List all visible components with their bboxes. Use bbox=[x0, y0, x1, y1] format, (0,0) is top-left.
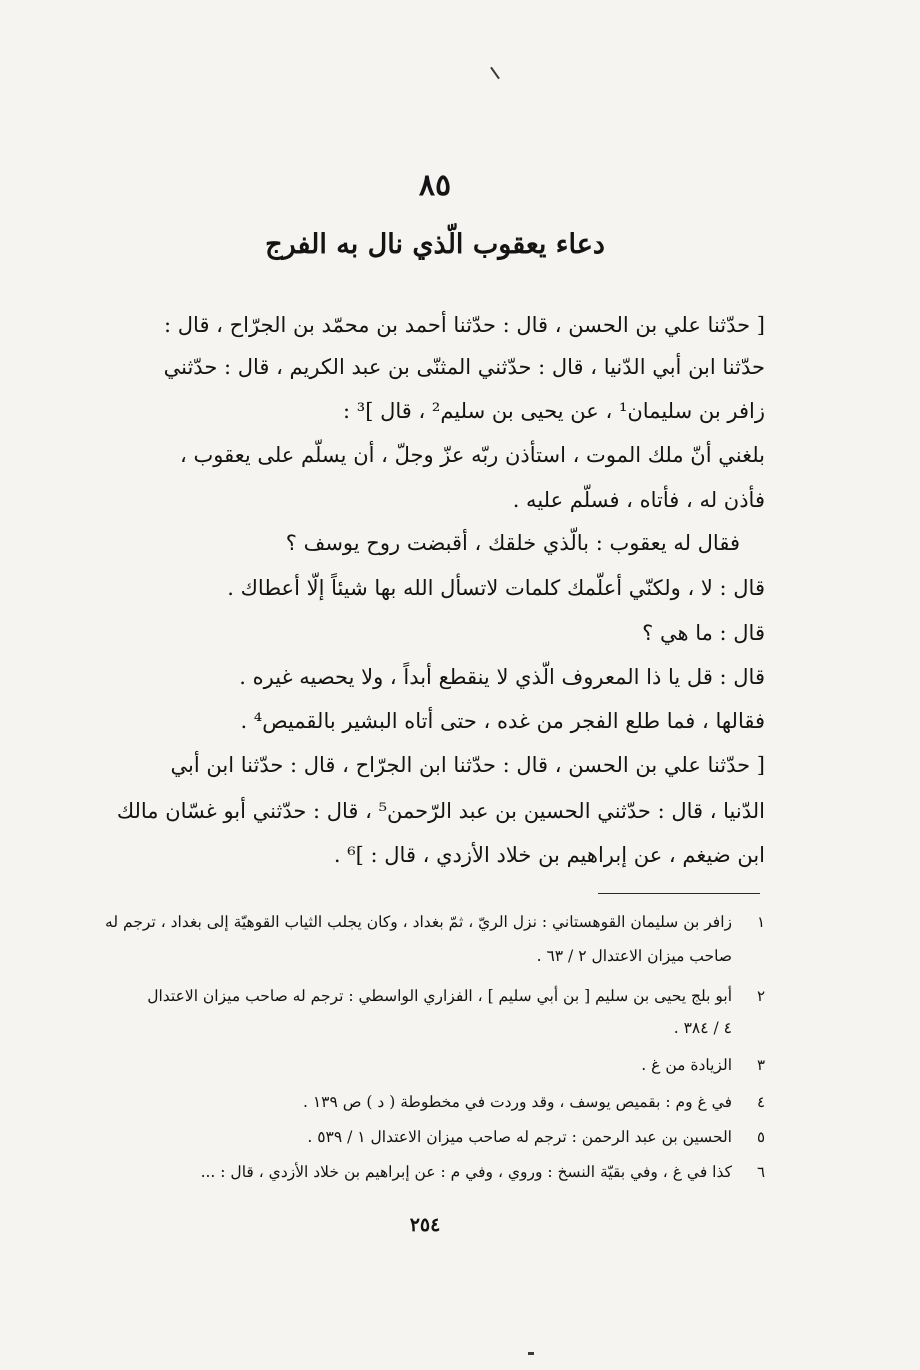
scan-mark bbox=[528, 1352, 534, 1355]
body-line: [ حدّثنا علي بن الحسن ، قال : حدّثنا أحمد بن محمّد بن الجرّاح ، قال : bbox=[164, 313, 765, 337]
body-line: زافر بن سليمان¹ ، عن يحيى بن سليم² ، قال ]³ : bbox=[343, 399, 765, 423]
body-line: قال : ما هي ؟ bbox=[642, 621, 765, 645]
footnote-text: أبو بلج يحيى بن سليم [ بن أبي سليم ] ، الفزاري الواسطي : ترجم له صاحب ميزان الاعتدال bbox=[147, 987, 732, 1005]
body-line: قال : قل يا ذا المعروف الّذي لا ينقطع أبداً ، ولا يحصيه غيره . bbox=[239, 665, 765, 689]
page-number: ٢٥٤ bbox=[409, 1214, 441, 1236]
footnote-text: ٤ / ٣٨٤ . bbox=[673, 1019, 732, 1037]
body-line: بلغني أنّ ملك الموت ، استأذن ربّه عزّ وجلّ ، أن يسلّم على يعقوب ، bbox=[180, 443, 765, 467]
footnote-text: كذا في غ ، وفي بقيّة النسخ : وروي ، وفي م : عن إبراهيم بن خلاد الأزدي ، قال : ... bbox=[200, 1163, 732, 1181]
footnote-number: ٥ bbox=[756, 1128, 765, 1146]
footnote-text: زافر بن سليمان القوهستاني : نزل الريّ ، ثمّ بغداد ، وكان يجلب الثياب القوهيّة إلى بغداد ، ترجم له bbox=[105, 913, 732, 931]
body-line: الدّنيا ، قال : حدّثني الحسين بن عبد الرّحمن⁵ ، قال : حدّثني أبو غسّان مالك bbox=[116, 799, 765, 823]
body-line: فقالها ، فما طلع الفجر من غده ، حتى أتاه البشير بالقميص⁴ . bbox=[240, 709, 765, 733]
footnote-text: الحسين بن عبد الرحمن : ترجم له صاحب ميزان الاعتدال ١ / ٥٣٩ . bbox=[307, 1128, 732, 1146]
footnote-number: ٤ bbox=[756, 1093, 765, 1111]
story-title: دعاء يعقوب الّذي نال به الفرج bbox=[265, 229, 605, 260]
body-line: فأذن له ، فأتاه ، فسلّم عليه . bbox=[512, 488, 765, 512]
body-line: حدّثنا ابن أبي الدّنيا ، قال : حدّثني المثنّى بن عبد الكريم ، قال : حدّثني bbox=[163, 355, 765, 379]
footnote-text: في غ وم : بقميص يوسف ، وقد وردت في مخطوطة ( د ) ص ١٣٩ . bbox=[302, 1093, 732, 1111]
footnote-number: ٦ bbox=[756, 1163, 765, 1181]
footnote-text: الزيادة من غ . bbox=[641, 1056, 732, 1074]
story-number: ٨٥ bbox=[418, 168, 452, 203]
body-line: قال : لا ، ولكنّي أعلّمك كلمات لاتسأل الله بها شيئاً إلّا أعطاك . bbox=[227, 576, 765, 600]
body-line: فقال له يعقوب : بالّذي خلقك ، أقبضت روح يوسف ؟ bbox=[285, 531, 740, 555]
footnote-number: ٣ bbox=[756, 1056, 765, 1074]
footnote-number: ٢ bbox=[756, 987, 765, 1005]
footnote-separator bbox=[598, 893, 760, 894]
footnote-number: ١ bbox=[756, 913, 765, 931]
body-line: [ حدّثنا علي بن الحسن ، قال : حدّثنا ابن الجرّاح ، قال : حدّثنا ابن أبي bbox=[170, 753, 765, 777]
footnote-text: صاحب ميزان الاعتدال ٢ / ٦٣ . bbox=[536, 947, 732, 965]
scan-mark bbox=[490, 67, 500, 80]
body-line: ابن ضيغم ، عن إبراهيم بن خلاد الأزدي ، قال : ]⁶ . bbox=[333, 843, 765, 867]
